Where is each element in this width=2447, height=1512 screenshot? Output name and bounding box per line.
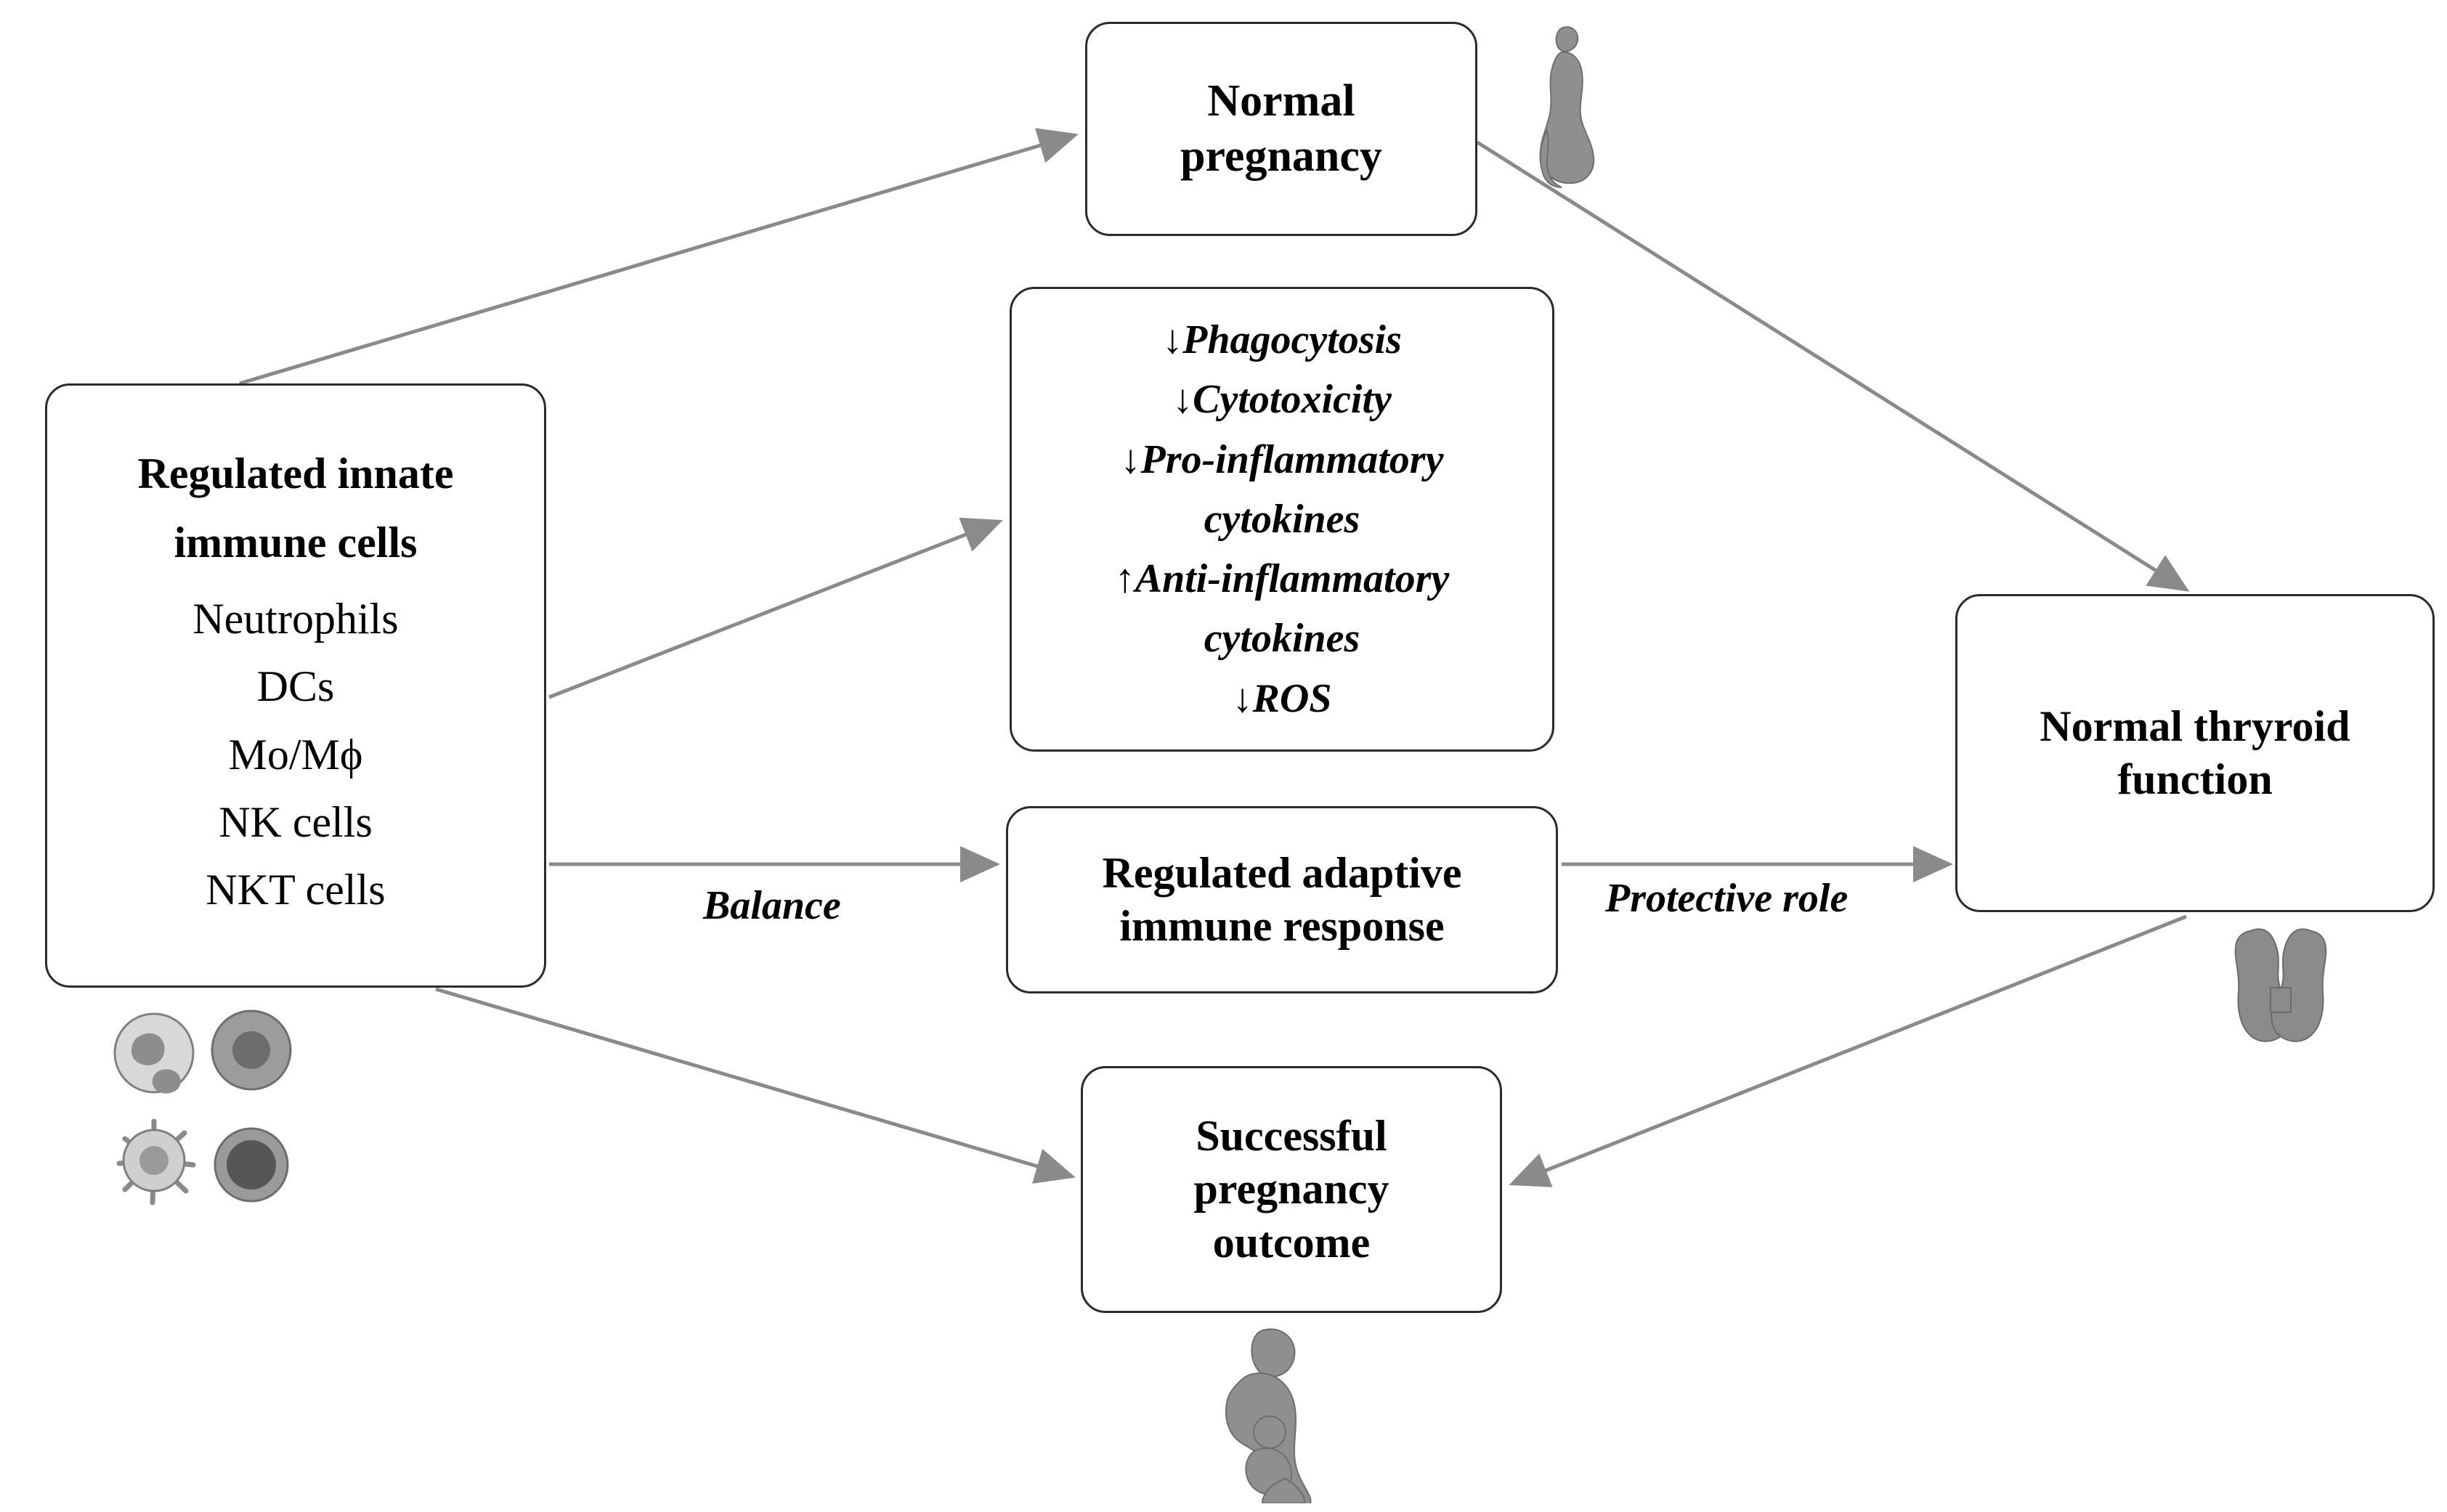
node-cytokine-line-cytotoxicity: ↓Cytotoxicity <box>1172 377 1392 423</box>
node-outcome-line-3: outcome <box>1212 1218 1371 1267</box>
node-innate-header-line-1: Regulated innate <box>137 449 454 497</box>
thyroid-gland-icon <box>2208 921 2353 1052</box>
pregnant-woman-icon <box>1518 22 1612 189</box>
arrow-thyroid-to-outcome <box>1512 916 2186 1184</box>
arrow-normal-pregnancy-to-thyroid <box>1477 142 2186 590</box>
node-cytokine-profile <box>1010 287 1554 752</box>
node-innate-immune-cells <box>45 383 546 988</box>
node-thyroid-line-1: Normal thryroid <box>2040 702 2350 750</box>
edge-label-protective-role: Protective role <box>1605 876 1849 921</box>
node-innate-header-line-2: immune cells <box>174 519 418 567</box>
node-normal-pregnancy <box>1085 22 1477 236</box>
node-cytokine-line-antiinflammatory-cont: cytokines <box>1204 616 1360 662</box>
node-successful-pregnancy-outcome <box>1081 1066 1502 1313</box>
node-adaptive-line-2: immune response <box>1119 902 1445 950</box>
arrow-innate-to-outcome <box>436 989 1072 1176</box>
node-adaptive-line-1: Regulated adaptive <box>1102 848 1462 897</box>
mother-and-baby-icon <box>1177 1322 1358 1503</box>
node-cytokine-line-phagocytosis: ↓Phagocytosis <box>1162 317 1402 362</box>
node-innate-item-dcs: DCs <box>256 662 335 711</box>
node-cytokine-line-proinflammatory-cont: cytokines <box>1204 496 1360 542</box>
node-normal-thyroid-function <box>1955 594 2435 912</box>
arrow-innate-to-cytokine-profile <box>549 521 999 697</box>
node-innate-item-monocytes-macrophages: Mo/Mϕ <box>228 730 363 779</box>
node-innate-item-nk-cells: NK cells <box>219 797 373 846</box>
node-innate-item-nkt-cells: NKT cells <box>206 865 386 914</box>
node-adaptive-immune-response <box>1006 806 1558 993</box>
node-normal-pregnancy-line-2: pregnancy <box>1180 131 1382 181</box>
node-normal-pregnancy-line-1: Normal <box>1207 76 1355 126</box>
node-outcome-line-1: Successful <box>1196 1112 1387 1161</box>
node-cytokine-line-ros: ↓ROS <box>1232 675 1332 721</box>
node-outcome-line-2: pregnancy <box>1193 1165 1389 1214</box>
node-thyroid-line-2: function <box>2117 755 2273 803</box>
node-cytokine-line-proinflammatory: ↓Pro-inflammatory <box>1120 436 1444 482</box>
node-innate-item-neutrophils: Neutrophils <box>192 595 399 643</box>
arrow-innate-to-normal-pregnancy <box>240 135 1075 383</box>
node-cytokine-line-antiinflammatory: ↑Anti-inflammatory <box>1114 556 1450 602</box>
immune-cells-icon <box>109 1008 349 1226</box>
edge-label-balance: Balance <box>703 883 841 928</box>
